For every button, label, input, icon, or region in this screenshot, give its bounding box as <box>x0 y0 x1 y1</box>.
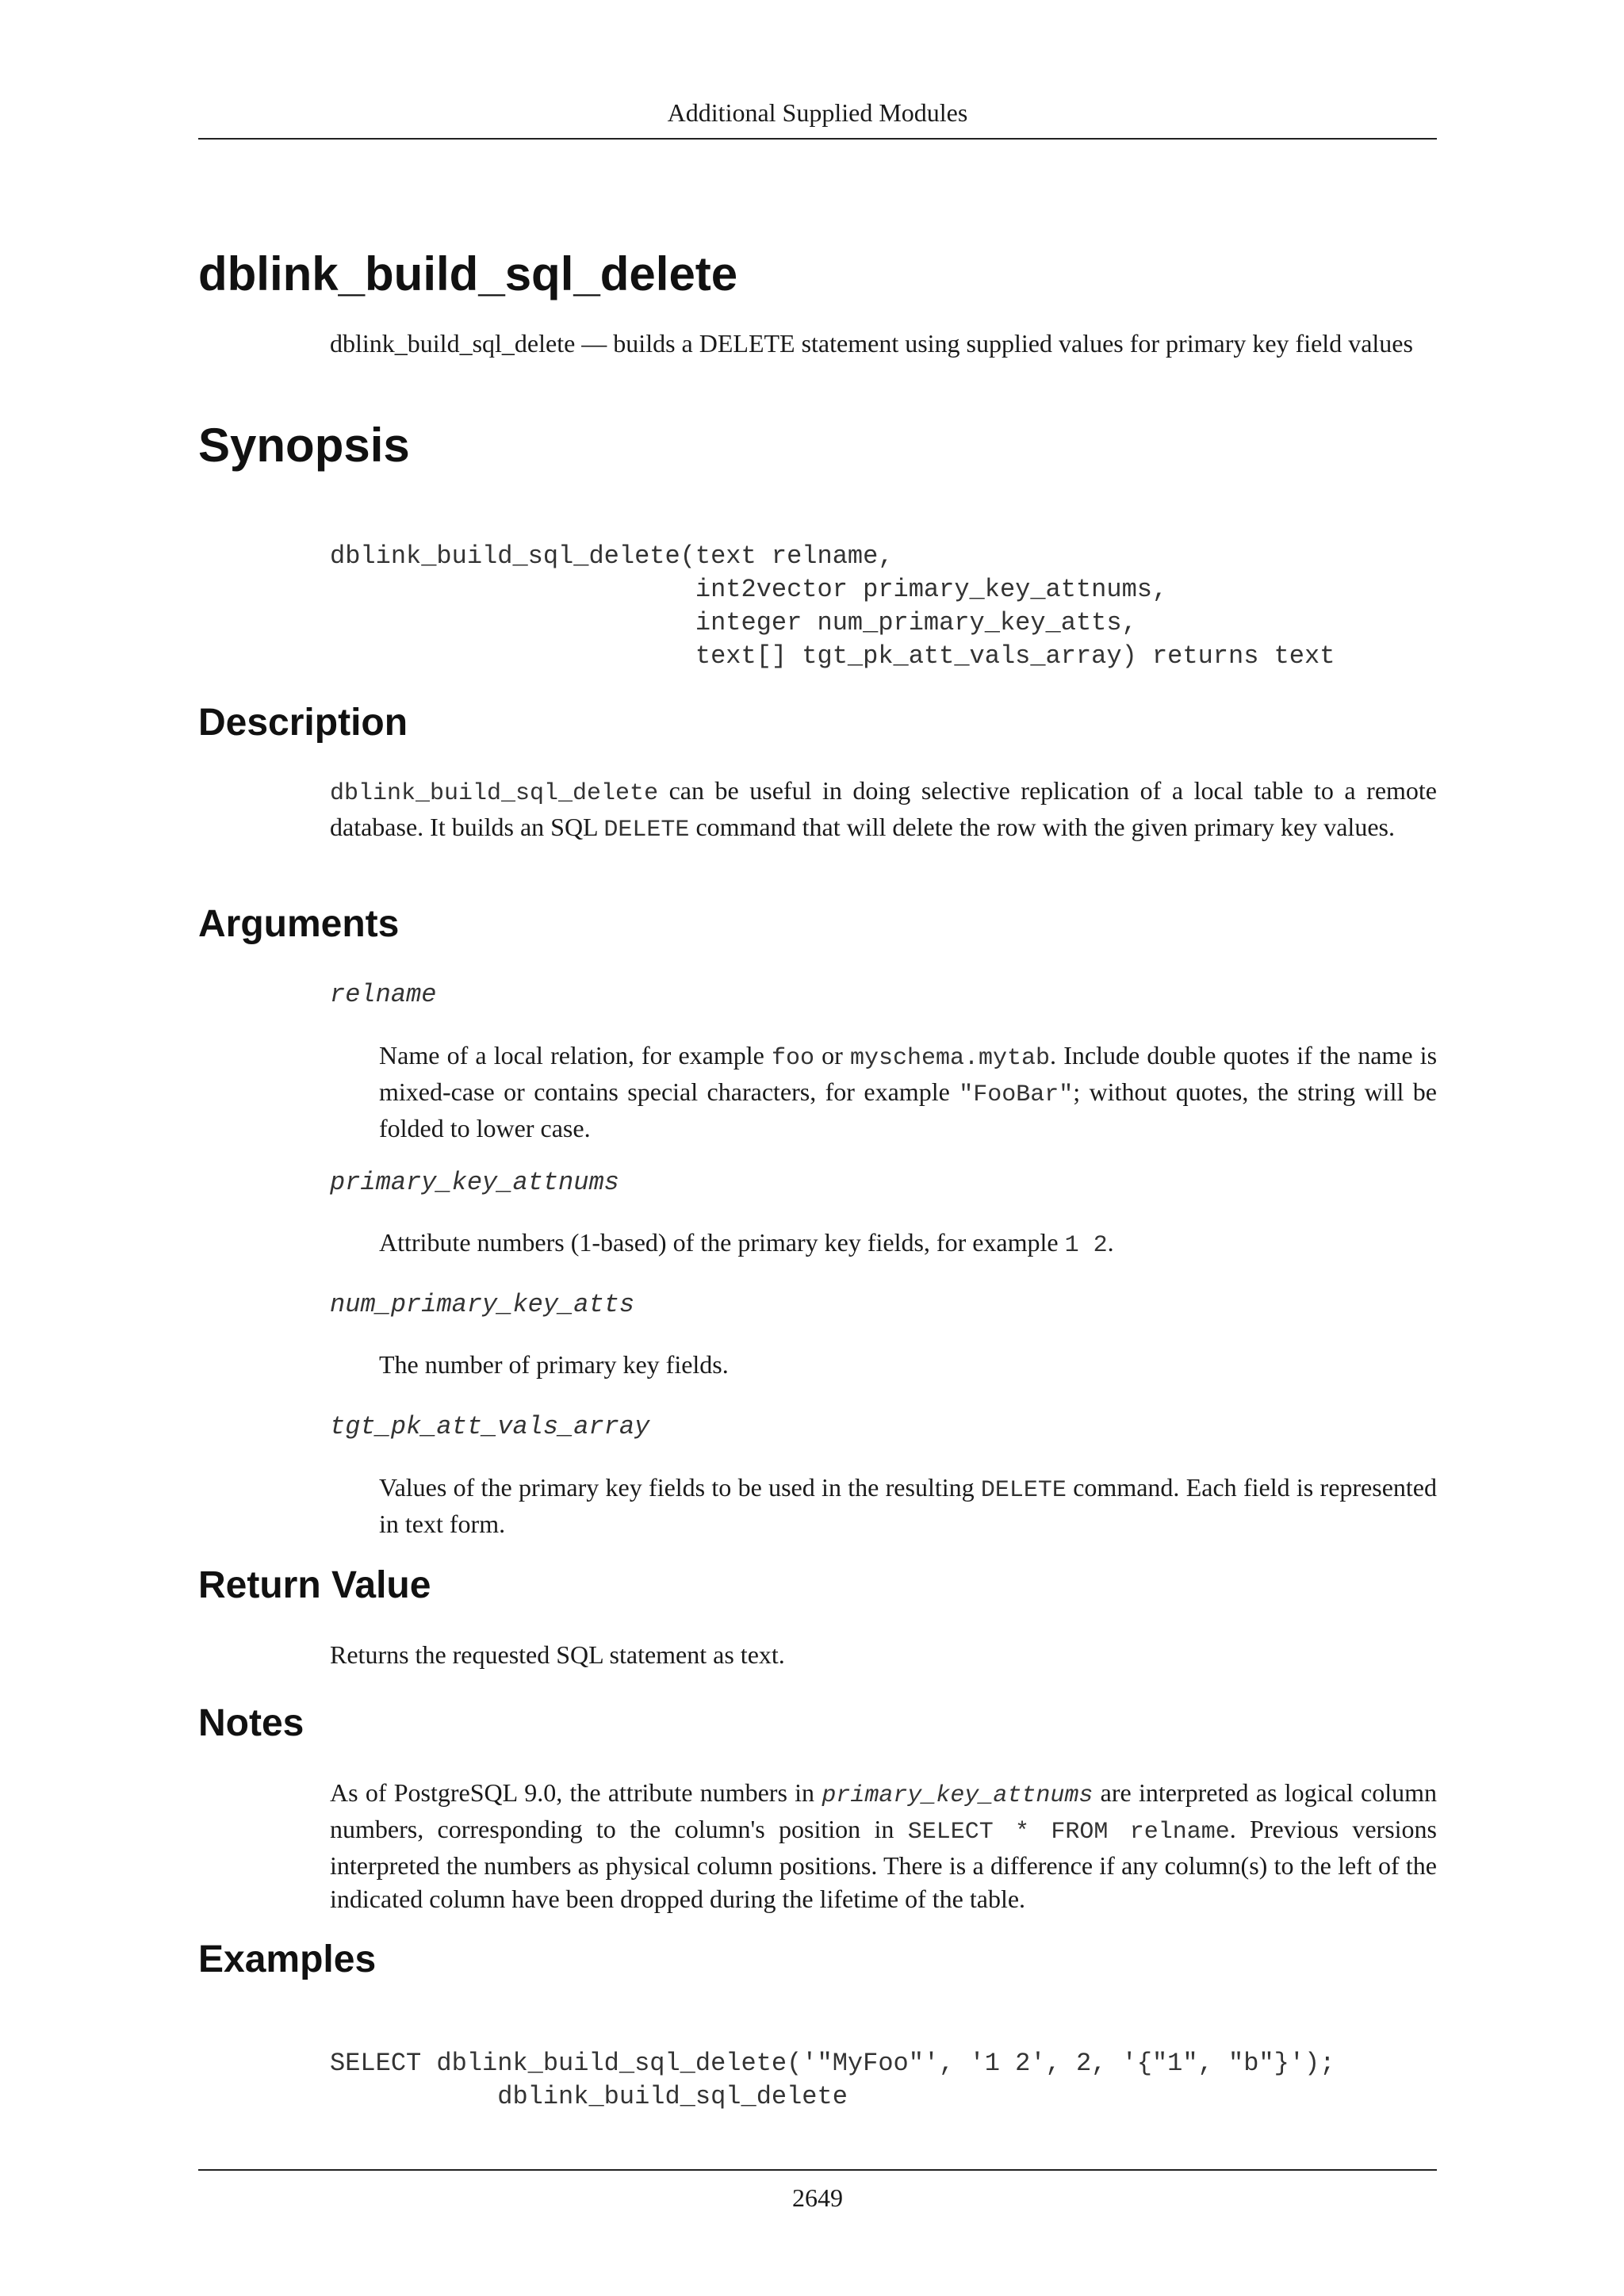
running-footer <box>198 2169 1437 2214</box>
param-primary-key-attnums: primary_key_attnums <box>822 1782 1094 1809</box>
arg-term-tgt-pk-att-vals-array: tgt_pk_att_vals_array <box>330 1412 650 1441</box>
arg-term-num-primary-key-atts: num_primary_key_atts <box>330 1290 635 1319</box>
delete-keyword: DELETE <box>603 817 690 844</box>
examples-heading: Examples <box>198 1938 377 1980</box>
description-heading: Description <box>198 702 408 744</box>
arg-desc-primary-key-attnums: Attribute numbers (1-based) of the primary key fields, for example 1 2. <box>379 1228 1114 1259</box>
examples-code: SELECT dblink_build_sql_delete('"MyFoo"', '1 2', 2, '{"1", "b"}'); dblink_build_sql_delete <box>330 2049 1335 2111</box>
select-statement: SELECT * FROM relname <box>907 1819 1230 1846</box>
return-value-heading: Return Value <box>198 1564 431 1606</box>
synopsis-code: dblink_build_sql_delete(text relname, int2vector primary_key_attnums, integer num_primary_key_atts, text[] tgt_pk_att_vals_array) returns text <box>330 541 1335 671</box>
function-name: dblink_build_sql_delete <box>330 780 659 807</box>
running-header <box>198 95 1437 140</box>
notes-heading: Notes <box>198 1702 304 1744</box>
arguments-heading: Arguments <box>198 903 400 945</box>
page-title: dblink_build_sql_delete <box>198 247 738 300</box>
refpurpose: dblink_build_sql_delete — builds a DELETE statement using supplied values for primary key field values <box>330 329 1413 358</box>
arg-desc-num-primary-key-atts: The number of primary key fields. <box>379 1350 729 1379</box>
notes-text: As of PostgreSQL 9.0, the attribute numbers in primary_key_attnums are interpreted as logical column numbers, corresponding to the column's position in SELECT * FROM relname. Previous versions interpreted the numbers as physical column positions. There is a difference if any column(s) to the left of the indicated column have been dropped during the lifetime of the table. <box>330 1778 1438 1913</box>
header-title: Additional Supplied Modules <box>667 98 968 127</box>
arg-term-primary-key-attnums: primary_key_attnums <box>330 1168 619 1197</box>
description-text: dblink_build_sql_delete can be useful in doing selective replication of a local table to a remote database. It builds an SQL DELETE command that will delete the row with the given primary key values. <box>330 776 1437 844</box>
arg-desc-relname: Name of a local relation, for example foo or myschema.mytab. Include double quotes if the name is mixed-case or contains special characters, for example "FooBar"; without quotes, the string will be folded to lower case. <box>379 1041 1438 1142</box>
arg-desc-tgt-pk-att-vals-array: Values of the primary key fields to be used in the resulting DELETE command. Each field is represented in text form. <box>379 1473 1438 1538</box>
synopsis-heading: Synopsis <box>198 419 410 472</box>
return-value-text: Returns the requested SQL statement as text. <box>330 1640 785 1669</box>
page-number: 2649 <box>792 2183 843 2212</box>
arg-term-relname: relname <box>330 980 437 1009</box>
